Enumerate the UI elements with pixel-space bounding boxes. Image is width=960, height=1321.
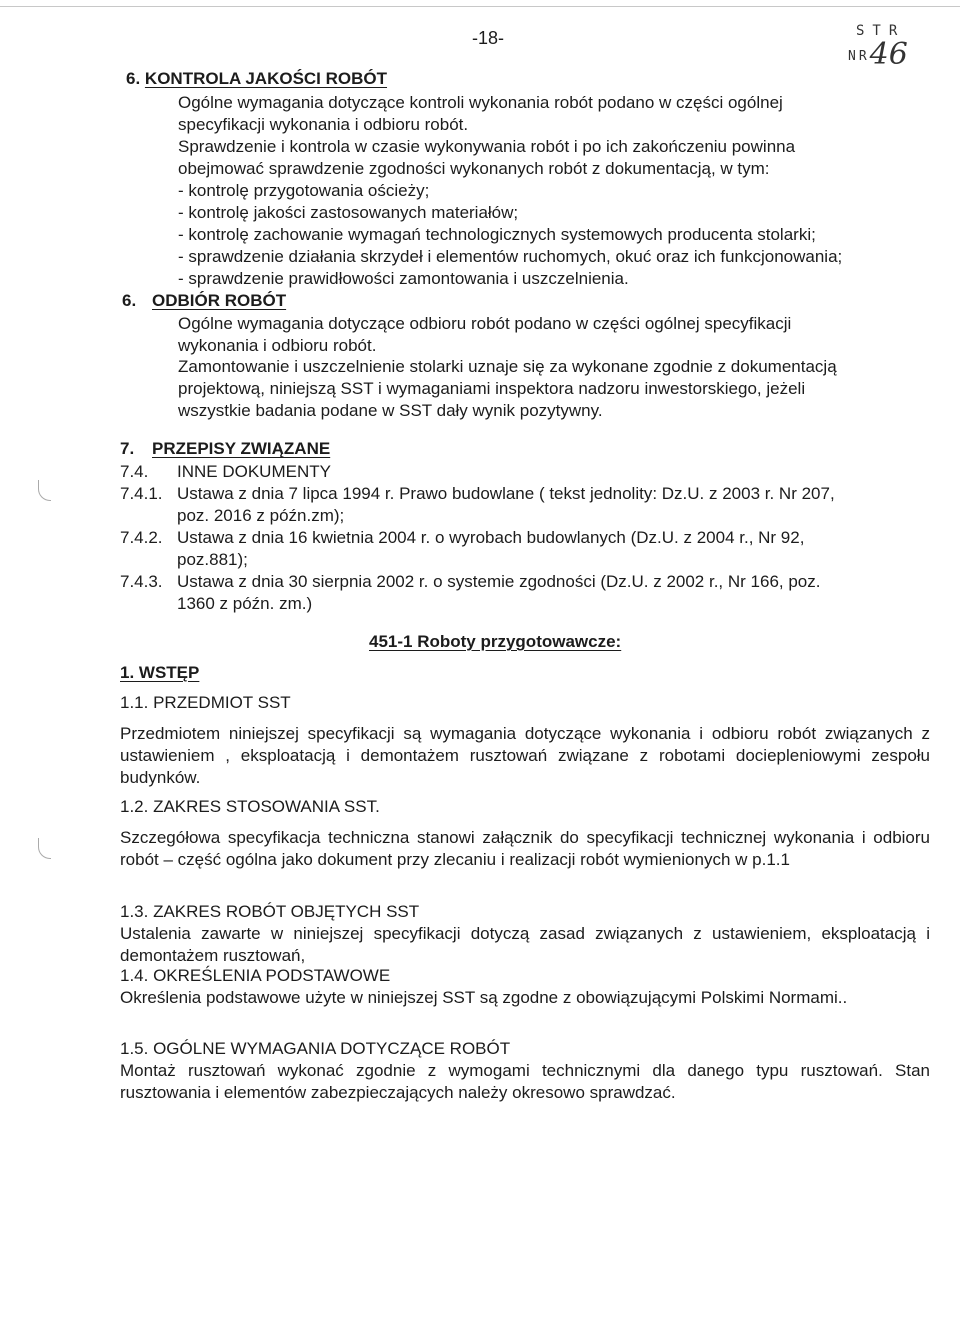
- paragraph: Przedmiotem niniejszej specyfikacji są wymagania dotyczące wykonania i odbioru robót związanych z ustawieniem , eksploatacją i demontażem rusztowań związane z robotami dociepleniowymi zespołu budynków.: [120, 724, 930, 787]
- text-line: Ogólne wymagania dotyczące odbioru robót podano w części ogólnej specyfikacji: [178, 314, 792, 333]
- list-item: - kontrolę przygotowania ościeży;: [178, 181, 430, 200]
- list-item: - sprawdzenie działania skrzydeł i elementów ruchomych, okuć oraz ich funkcjonowania;: [178, 247, 843, 266]
- stamp-line2: NR: [848, 49, 870, 64]
- subsection-title: INNE DOKUMENTY: [177, 462, 331, 481]
- margin-punch-mark: [38, 480, 51, 501]
- list-item: - kontrolę jakości zastosowanych materiałów;: [178, 203, 519, 222]
- subsection-number: 7.4.: [120, 462, 149, 481]
- text-line: Zamontowanie i uszczelnienie stolarki uznaje się za wykonane zgodnie z dokumentacją: [178, 357, 837, 376]
- section-number: 6.: [126, 69, 141, 88]
- text-line: obejmować sprawdzenie zgodności wykonanych robót z dokumentacją, w tym:: [178, 159, 770, 178]
- subsection-heading: 1.5. OGÓLNE WYMAGANIA DOTYCZĄCE ROBÓT: [120, 1039, 511, 1058]
- text-line: Ogólne wymagania dotyczące kontroli wykonania robót podano w części ogólnej: [178, 93, 783, 112]
- subsection-heading: 1.2. ZAKRES STOSOWANIA SST.: [120, 797, 380, 816]
- top-border-line: [0, 6, 960, 7]
- stamp-line1: STR: [856, 23, 906, 39]
- page-number: -18-: [472, 28, 505, 48]
- item-number: 7.4.3.: [120, 572, 163, 591]
- paragraph: Ustalenia zawarte w niniejszej specyfikacji dotyczą zasad związanych z ustawieniem, eksploatacją i demontażem rusztowań,: [120, 924, 930, 965]
- list-item: [120, 571, 821, 593]
- subtitle-text: 451-1 Roboty przygotowawcze:: [369, 632, 622, 651]
- list-item: - kontrolę zachowanie wymagań technologicznych systemowych producenta stolarki;: [178, 225, 816, 244]
- text-line: wykonania i odbioru robót.: [178, 336, 377, 355]
- section-heading: [120, 438, 330, 460]
- section-title: KONTROLA JAKOŚCI ROBÓT: [144, 69, 388, 88]
- text-line: projektową, niniejszą SST i wymaganiami inspektora nadzoru inwestorskiego, jeżeli: [178, 379, 806, 398]
- section-heading: [120, 662, 199, 684]
- item-text: Ustawa z dnia 16 kwietnia 2004 r. o wyrobach budowlanych (Dz.U. z 2004 r., Nr 92,: [177, 528, 805, 547]
- page-stamp: [848, 22, 908, 72]
- list-item: [120, 527, 804, 549]
- list-item-continuation: poz.881);: [177, 550, 248, 569]
- item-number: 7.4.1.: [120, 484, 163, 503]
- section-title: ODBIÓR ROBÓT: [152, 291, 287, 310]
- document-subtitle: [369, 631, 621, 653]
- list-item: [120, 483, 835, 505]
- list-item-continuation: 1360 z późn. zm.): [177, 594, 313, 613]
- section-title: PRZEPISY ZWIĄZANE: [152, 439, 331, 458]
- section-number: 6.: [122, 291, 137, 310]
- item-text: Ustawa z dnia 7 lipca 1994 r. Prawo budowlane ( tekst jednolity: Dz.U. z 2003 r. Nr 207,: [177, 484, 835, 503]
- section-number: 7.: [120, 439, 135, 458]
- subsection-heading: 1.3. ZAKRES ROBÓT OBJĘTYCH SST: [120, 902, 420, 921]
- list-item-continuation: poz. 2016 z późn.zm);: [177, 506, 345, 525]
- item-text: Ustawa z dnia 30 sierpnia 2002 r. o systemie zgodności (Dz.U. z 2002 r., Nr 166, poz.: [177, 572, 821, 591]
- text-line: wszystkie badania podane w SST dały wynik pozytywny.: [178, 401, 603, 420]
- section-heading: [126, 68, 387, 90]
- stamp-number: 46: [869, 37, 908, 72]
- subsection-heading: 1.4. OKREŚLENIA PODSTAWOWE: [120, 966, 391, 985]
- paragraph: Montaż rusztowań wykonać zgodnie z wymogami technicznymi dla danego typu rusztowań. Stan rusztowania i elementów zabezpieczających należy okresowo sprawdzać.: [120, 1061, 930, 1102]
- margin-punch-mark: [38, 838, 51, 859]
- subsection-heading: [120, 461, 331, 483]
- section-heading: [122, 290, 286, 312]
- paragraph: Szczegółowa specyfikacja techniczna stanowi załącznik do specyfikacji technicznej wykonania i odbioru robót – część ogólna jako dokument przy zlecaniu i realizacji robót wymienionych w p.1.1: [120, 828, 930, 869]
- subsection-heading: 1.1. PRZEDMIOT SST: [120, 693, 291, 712]
- text-line: Sprawdzenie i kontrola w czasie wykonywania robót i po ich zakończeniu powinna: [178, 137, 796, 156]
- section-title: 1. WSTĘP: [120, 663, 200, 682]
- text-line: specyfikacji wykonania i odbioru robót.: [178, 115, 469, 134]
- paragraph: Określenia podstawowe użyte w niniejszej SST są zgodne z obowiązującymi Polskimi Normami..: [120, 988, 848, 1007]
- item-number: 7.4.2.: [120, 528, 163, 547]
- list-item: - sprawdzenie prawidłowości zamontowania i uszczelnienia.: [178, 269, 629, 288]
